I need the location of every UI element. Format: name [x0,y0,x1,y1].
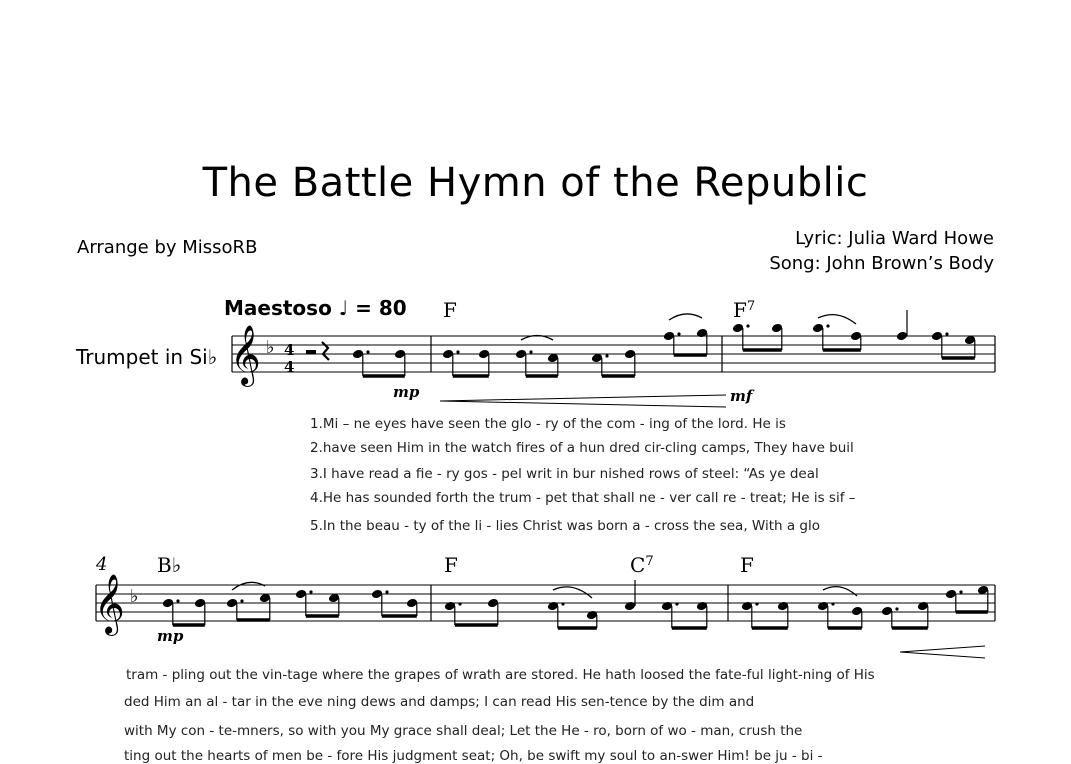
lyric-verse: 2.have seen Him in the watch fires of a hun dred cir-cling camps, They have buil [310,440,854,456]
lyric-verse: with My con - te-mners, so with you My grace shall deal; Let the He - ro, born of wo - man, crush the [124,723,803,739]
tempo-marking: Maestoso ♩ = 80 [224,296,407,320]
chord-symbol: F [740,553,754,577]
flat-key-signature-icon: ♭ [266,337,275,358]
lyric-verse: 5.In the beau - ty of the li - lies Christ was born a - cross the sea, With a glo [310,518,821,534]
time-signature-top: 4 [284,341,295,359]
treble-clef-icon: 𝄞 [230,325,261,385]
flat-key-signature-icon: ♭ [130,586,139,607]
page-title: The Battle Hymn of the Republic [202,160,869,206]
chord-symbol: $C^7$ [630,553,654,577]
lyricist-credit: Lyric: Julia Ward Howe [795,228,994,249]
dynamic-marking: mp [393,383,420,401]
chord-symbol: F [443,298,457,322]
lyric-verse: 4.He has sounded forth the trum - pet that shall ne - ver call re - treat; He is sif – [310,490,856,506]
lyric-verse: 1.Mi – ne eyes have seen the glo - ry of the com - ing of the lord. He is [310,416,786,432]
chord-symbol: B♭ [157,553,182,577]
dynamic-marking: mf [730,387,753,405]
dynamic-marking: mp [157,627,184,645]
composer-credit: Song: John Brown’s Body [769,253,994,274]
chord-symbol: F [444,553,458,577]
lyric-verse: ded Him an al - tar in the eve ning dews and damps; I can read His sen-tence by the dim and [124,694,755,710]
lyric-verse: tram - pling out the vin-tage where the grapes of wrath are stored. He hath loosed the fate-ful light-ning of His [126,667,875,683]
notes-system-1 [232,310,976,598]
arranger-credit: Arrange by MissoRB [77,237,258,258]
lyric-verse: ting out the hearts of men be - fore His judgment seat; Oh, be swift my soul to an-swer Him! be ju - bi - [124,748,823,764]
instrument-name: Trumpet in Si♭ [76,345,218,369]
treble-clef-icon: 𝄞 [94,574,125,634]
chord-symbol: $F^7$ [733,298,756,322]
time-signature-bottom: 4 [284,358,295,376]
rest-icon [306,350,316,354]
hairpin-crescendo [440,395,985,658]
lyric-verse: 3.I have read a fie - ry gos - pel writ in bur nished rows of steel: “As ye deal [310,466,819,482]
measure-number: 4 [96,554,108,575]
